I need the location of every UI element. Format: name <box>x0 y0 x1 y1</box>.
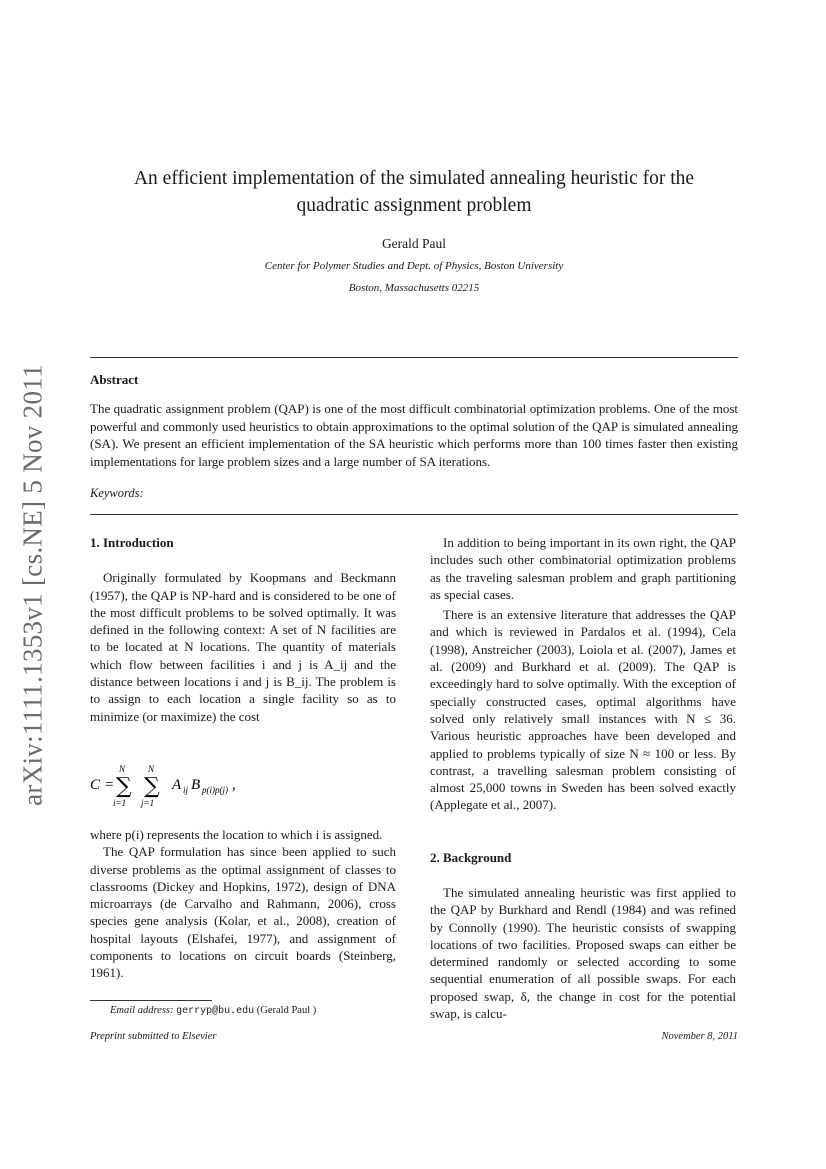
footnote-label: Email address: <box>110 1005 174 1016</box>
sum-upper-limit-2: N <box>148 764 155 774</box>
left-column-bottom <box>90 826 396 982</box>
sum-lower-limit-2: j=1 <box>141 798 155 808</box>
sum-symbol-1: ∑ <box>116 774 132 799</box>
abstract-bottom-rule <box>90 514 738 515</box>
intro-paragraph-5: There is an extensive literature that addresses the QAP and which is reviewed in Pardalos et al. (1994), Cela (1998), Anstreicher (2003), Loiola et al. (2007), James et al. (2009) and Burkhard et al. (2009). The QAP is exceedingly hard to solve optimally. With the exception of specially constructed cases, optimal algorithms have solved only relatively small instances with N ≤ 36. Various heuristic approaches have been developed and applied to problems typically of size N ≈ 100 or less. By contrast, a travelling salesman problem consisting of almost 25,000 towns in Sweden has been solved exactly (Applegate et al., 2007). <box>430 607 736 813</box>
footnote-name: (Gerald Paul ) <box>256 1005 317 1016</box>
sum-symbol-2: ∑ <box>144 774 160 799</box>
equation-term-a: A <box>172 777 182 793</box>
paper-title <box>90 165 738 219</box>
section-heading-background: 2. Background <box>430 850 512 865</box>
footnote-rule <box>90 1000 212 1001</box>
equation-equals: = <box>104 777 115 793</box>
affiliation-line-1: Center for Polymer Studies and Dept. of Physics, Boston University <box>264 260 564 272</box>
intro-paragraph-2: where p(i) represents the location to which i is assigned. <box>90 827 383 842</box>
intro-paragraph-3: The QAP formulation has since been applied to such diverse problems as the optimal assignment of classes to classrooms (Dickey and Hopkins, 1972), design of DNA microarrays (de Carvalho and Rahmann, 2006), cross species gene analysis (Kolar, et al., 2008), creation of hospital layouts (Elshafei, 1977), and assignment of components to locations on circuit boards (Steinberg, 1961). <box>90 844 396 981</box>
right-column-top <box>430 534 736 814</box>
abstract-heading: Abstract <box>90 372 139 387</box>
footer-right: November 8, 2011 <box>661 1031 738 1042</box>
equation-svg <box>90 762 396 808</box>
sum-lower-limit-1: i=1 <box>113 798 127 808</box>
equation-lhs: C <box>90 777 101 793</box>
keywords-label: Keywords: <box>90 486 144 500</box>
right-column-bottom <box>430 884 736 1022</box>
title-line-1: An efficient implementation of the simulated annealing heuristic for the <box>133 168 695 189</box>
footer-left: Preprint submitted to Elsevier <box>90 1031 217 1042</box>
left-column-top <box>90 534 396 725</box>
abstract-text: The quadratic assignment problem (QAP) is one of the most difficult combinatorial optimization problems. One of the most powerful and commonly used heuristics to obtain approximations to the optimal solution of the QAP is simulated annealing (SA). We present an efficient implementation of the SA heuristic which performs more than 100 times faster then existing implementations for large problem sizes and a large number of SA iterations. <box>90 401 738 469</box>
intro-paragraph-4: In addition to being important in its own right, the QAP includes such other combinatorial optimization problems as the traveling salesman problem and graph partitioning as special cases. <box>430 535 736 602</box>
footnote <box>90 1005 316 1017</box>
equation-comma: , <box>232 777 236 793</box>
sum-upper-limit-1: N <box>119 764 126 774</box>
footnote-email[interactable]: gerryp@bu.edu <box>176 1006 255 1017</box>
top-rule <box>90 357 738 358</box>
intro-paragraph-1: Originally formulated by Koopmans and Beckmann (1957), the QAP is NP-hard and is considered to be one of the most difficult problems to be solved optimally. It was defined in the following context: A set of N facilities are to be located at N locations. The quantity of materials which flow between facilities i and j is A_ij and the distance between locations i and j is B_ij. The problem is to assign to each location a single facility so as to minimize (or maximize) the cost <box>90 570 396 724</box>
equation-subscript-p: p(i)p(j) <box>202 785 228 795</box>
arxiv-stamp-text: arXiv:1111.1353v1 [cs.NE] 5 Nov 2011 <box>17 364 48 806</box>
affiliation-line-2: Boston, Massachusetts 02215 <box>348 282 480 294</box>
equation-subscript-ij: ij <box>183 785 189 795</box>
section-heading-introduction: 1. Introduction <box>90 535 174 550</box>
equation-term-b: B <box>191 777 201 793</box>
author: Gerald Paul <box>381 236 447 251</box>
background-paragraph-1: The simulated annealing heuristic was first applied to the QAP by Burkhard and Rendl (1984) and was refined by Connolly (1990). The heuristic consists of swapping locations of two facilities. Proposed swaps can either be determined randomly or selected according to some sequential enumeration of all possible swaps. For each proposed swap, δ, the change in cost for the potential swap, is calcu- <box>430 885 736 1022</box>
title-line-2: quadratic assignment problem <box>296 195 532 216</box>
cost-equation <box>90 762 396 808</box>
